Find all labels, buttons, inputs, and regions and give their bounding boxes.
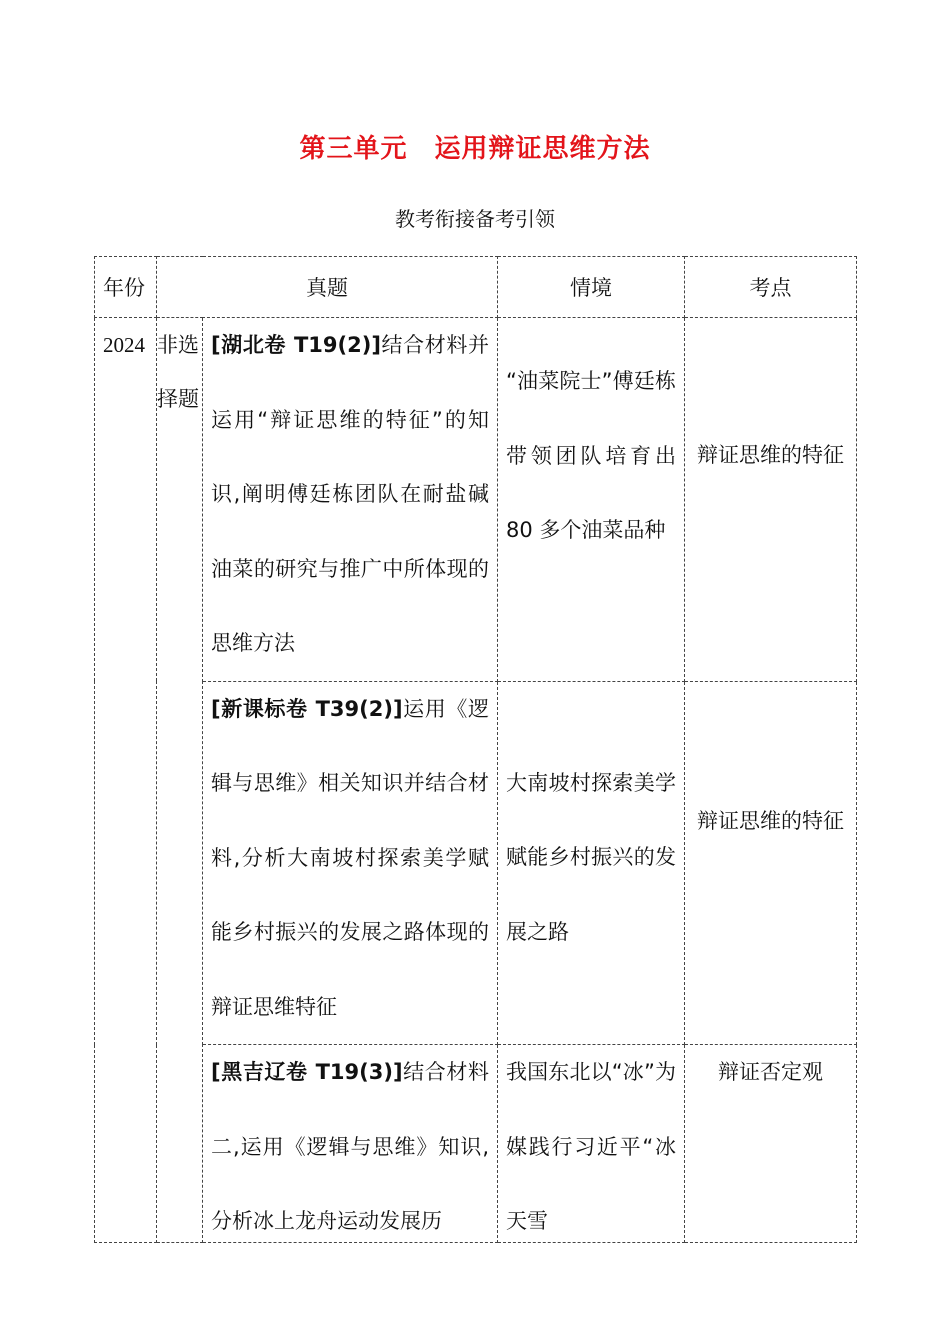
question-text: 结合材料并运用“辩证思维的特征”的知识,阐明傅廷栋团队在耐盐碱油菜的研究与推广中所体现的思维方法 — [211, 333, 489, 655]
page-subtitle: 教考衔接备考引领 — [395, 207, 555, 231]
page-title: 第三单元 运用辩证思维方法 — [299, 134, 651, 164]
point-text: 辩证思维的特征 — [697, 808, 844, 833]
header-year: 年份 — [95, 257, 157, 318]
question-source-tag: [新课标卷 T39(2)] — [211, 696, 403, 721]
point-cell — [685, 681, 857, 1045]
context-cell — [498, 681, 685, 1045]
point-text: 辩证思维的特征 — [697, 443, 844, 467]
year-cell: 2024 — [95, 318, 157, 1243]
table-row — [95, 681, 857, 1045]
context-text: 大南坡村探索美学赋能乡村振兴的发展之路 — [506, 770, 676, 944]
question-type-cell — [157, 318, 203, 1243]
question-type-label: 非选择题 — [157, 333, 199, 411]
header-point: 考点 — [685, 257, 857, 318]
question-text: 运用《逻辑与思维》相关知识并结合材料,分析大南坡村探索美学赋能乡村振兴的发展之路体现的辩证思维特征 — [211, 696, 489, 1019]
point-cell — [685, 318, 857, 682]
table-row — [95, 318, 857, 682]
question-cell — [203, 681, 498, 1045]
question-cell — [203, 318, 498, 682]
question-text: 结合材料二,运用《逻辑与思维》知识,分析冰上龙舟运动发展历 — [211, 1060, 489, 1233]
header-context: 情境 — [498, 257, 685, 318]
context-cell — [498, 318, 685, 682]
context-text: 我国东北以“冰”为媒践行习近平“冰天雪 — [506, 1060, 676, 1233]
question-source-tag: [黑吉辽卷 T19(3)] — [211, 1060, 403, 1084]
question-cell — [203, 1045, 498, 1243]
table-row — [95, 1045, 857, 1243]
header-question: 真题 — [157, 257, 498, 318]
context-text: “油菜院士”傅廷栋带领团队培育出 80 多个油菜品种 — [506, 369, 676, 542]
point-cell — [685, 1045, 857, 1243]
context-cell — [498, 1045, 685, 1243]
question-source-tag: [湖北卷 T19(2)] — [211, 333, 381, 357]
point-text: 辩证否定观 — [718, 1060, 823, 1084]
exam-table — [94, 256, 857, 1243]
